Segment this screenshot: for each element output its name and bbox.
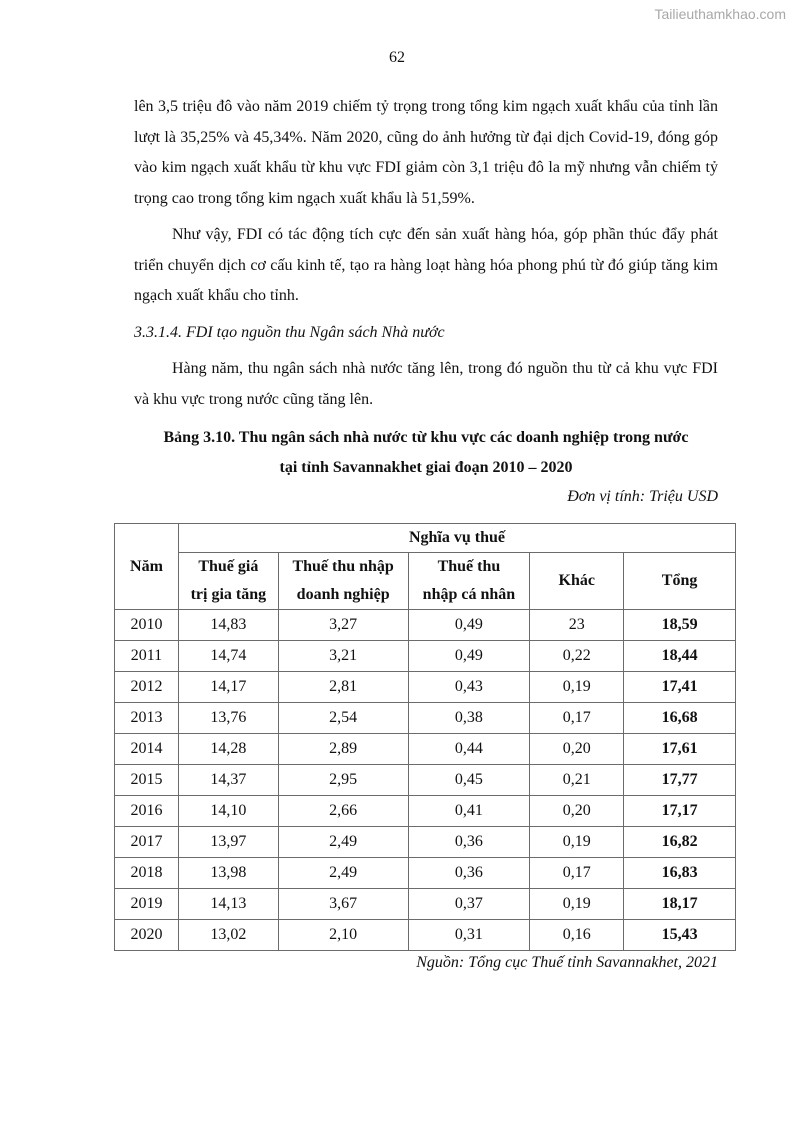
- cell-other: 0,19: [530, 827, 624, 858]
- column-header: [624, 553, 736, 610]
- cell-other: 0,17: [530, 703, 624, 734]
- cell-year: 2011: [115, 641, 179, 672]
- column-header: [530, 553, 624, 610]
- paragraph: Hàng năm, thu ngân sách nhà nước tăng lên, trong đó nguồn thu từ cả khu vực FDI và khu vực trong nước cũng tăng lên.: [134, 360, 718, 408]
- cell-year: 2016: [115, 796, 179, 827]
- column-header-line: Thuế giá: [198, 558, 259, 575]
- cell-vat: 14,13: [178, 889, 278, 920]
- table-row: [115, 672, 736, 703]
- cell-total: 17,77: [624, 765, 736, 796]
- cell-vat: 14,83: [178, 610, 278, 641]
- cell-year: 2019: [115, 889, 179, 920]
- cell-year: 2014: [115, 734, 179, 765]
- paragraph: Như vậy, FDI có tác động tích cực đến sản xuất hàng hóa, góp phần thúc đẩy phát triển chuyển dịch cơ cấu kinh tế, tạo ra hàng loạt hàng hóa phong phú từ đó giúp tăng kim ngạch xuất khẩu cho tỉnh.: [134, 226, 718, 304]
- cell-pit: 0,49: [408, 641, 530, 672]
- cell-year: 2013: [115, 703, 179, 734]
- table-row: [115, 858, 736, 889]
- cell-cit: 2,66: [278, 796, 408, 827]
- table-row: [115, 920, 736, 951]
- cell-cit: 3,21: [278, 641, 408, 672]
- cell-other: 0,21: [530, 765, 624, 796]
- cell-total: 17,41: [624, 672, 736, 703]
- cell-cit: 2,49: [278, 858, 408, 889]
- cell-cit: 3,27: [278, 610, 408, 641]
- unit-note: Đơn vị tính: Triệu USD: [567, 488, 718, 505]
- cell-total: 18,17: [624, 889, 736, 920]
- cell-pit: 0,36: [408, 858, 530, 889]
- cell-vat: 14,37: [178, 765, 278, 796]
- table-caption-line: Bảng 3.10. Thu ngân sách nhà nước từ khu vực các doanh nghiệp trong nước: [163, 429, 689, 446]
- cell-vat: 13,98: [178, 858, 278, 889]
- cell-year: 2012: [115, 672, 179, 703]
- cell-total: 16,68: [624, 703, 736, 734]
- cell-vat: 14,17: [178, 672, 278, 703]
- table-row: [115, 734, 736, 765]
- cell-other: 0,20: [530, 796, 624, 827]
- table-row: [115, 827, 736, 858]
- cell-vat: 13,02: [178, 920, 278, 951]
- cell-cit: 3,67: [278, 889, 408, 920]
- cell-total: 18,44: [624, 641, 736, 672]
- cell-pit: 0,49: [408, 610, 530, 641]
- cell-vat: 14,74: [178, 641, 278, 672]
- cell-year: 2017: [115, 827, 179, 858]
- cell-other: 0,19: [530, 889, 624, 920]
- column-header-line: doanh nghiệp: [296, 586, 390, 603]
- cell-pit: 0,38: [408, 703, 530, 734]
- cell-pit: 0,45: [408, 765, 530, 796]
- table-row: [115, 610, 736, 641]
- cell-total: 17,17: [624, 796, 736, 827]
- cell-total: 17,61: [624, 734, 736, 765]
- cell-other: 0,16: [530, 920, 624, 951]
- cell-vat: 14,10: [178, 796, 278, 827]
- cell-total: 18,59: [624, 610, 736, 641]
- column-header-line: nhập cá nhân: [422, 586, 516, 603]
- section-heading: 3.3.1.4. FDI tạo nguồn thu Ngân sách Nhà nước: [134, 323, 445, 341]
- cell-pit: 0,41: [408, 796, 530, 827]
- column-header-line: trị gia tăng: [190, 586, 267, 603]
- cell-cit: 2,89: [278, 734, 408, 765]
- cell-cit: 2,81: [278, 672, 408, 703]
- watermark: Tailieuthamkhao.com: [654, 6, 786, 22]
- tax-revenue-table: [114, 523, 736, 951]
- cell-total: 15,43: [624, 920, 736, 951]
- cell-pit: 0,44: [408, 734, 530, 765]
- paragraph: lên 3,5 triệu đô vào năm 2019 chiếm tỷ trọng trong tổng kim ngạch xuất khẩu của tỉnh lần lượt là 35,25% và 45,34%. Năm 2020, cũng do ảnh hưởng từ đại dịch Covid-19, đóng góp vào kim ngạch xuất khẩu từ khu vực FDI giảm còn 3,1 triệu đô la mỹ nhưng vẫn chiếm tỷ trọng cao trong tổng kim ngạch xuất khẩu là 51,59%.: [134, 98, 718, 207]
- column-header-line: Thuế thu nhập: [292, 558, 394, 575]
- table-row: [115, 765, 736, 796]
- cell-vat: 14,28: [178, 734, 278, 765]
- cell-other: 0,17: [530, 858, 624, 889]
- column-header-line: Thuế thu: [437, 558, 501, 575]
- column-header: [408, 553, 530, 610]
- header-year: Năm: [115, 524, 179, 610]
- cell-year: 2018: [115, 858, 179, 889]
- cell-other: 0,19: [530, 672, 624, 703]
- cell-total: 16,82: [624, 827, 736, 858]
- column-header-line: Tổng: [661, 572, 698, 589]
- cell-pit: 0,43: [408, 672, 530, 703]
- cell-pit: 0,31: [408, 920, 530, 951]
- page-number: 62: [389, 49, 405, 66]
- cell-cit: 2,95: [278, 765, 408, 796]
- header-group: Nghĩa vụ thuế: [178, 524, 735, 553]
- column-header-line: Khác: [558, 572, 595, 589]
- cell-other: 0,20: [530, 734, 624, 765]
- table-caption-line: tại tỉnh Savannakhet giai đoạn 2010 – 2020: [279, 459, 573, 476]
- cell-vat: 13,97: [178, 827, 278, 858]
- cell-total: 16,83: [624, 858, 736, 889]
- table-caption: [134, 423, 718, 483]
- table-row: [115, 703, 736, 734]
- cell-vat: 13,76: [178, 703, 278, 734]
- cell-year: 2020: [115, 920, 179, 951]
- column-header: [178, 553, 278, 610]
- cell-cit: 2,49: [278, 827, 408, 858]
- cell-year: 2015: [115, 765, 179, 796]
- table-row: [115, 796, 736, 827]
- document-body: [134, 92, 718, 517]
- table-source: Nguồn: Tổng cục Thuế tỉnh Savannakhet, 2021: [416, 954, 718, 971]
- cell-cit: 2,54: [278, 703, 408, 734]
- column-header: [278, 553, 408, 610]
- cell-year: 2010: [115, 610, 179, 641]
- cell-pit: 0,36: [408, 827, 530, 858]
- table-row: [115, 641, 736, 672]
- cell-other: 23: [530, 610, 624, 641]
- cell-cit: 2,10: [278, 920, 408, 951]
- cell-pit: 0,37: [408, 889, 530, 920]
- cell-other: 0,22: [530, 641, 624, 672]
- table-row: [115, 889, 736, 920]
